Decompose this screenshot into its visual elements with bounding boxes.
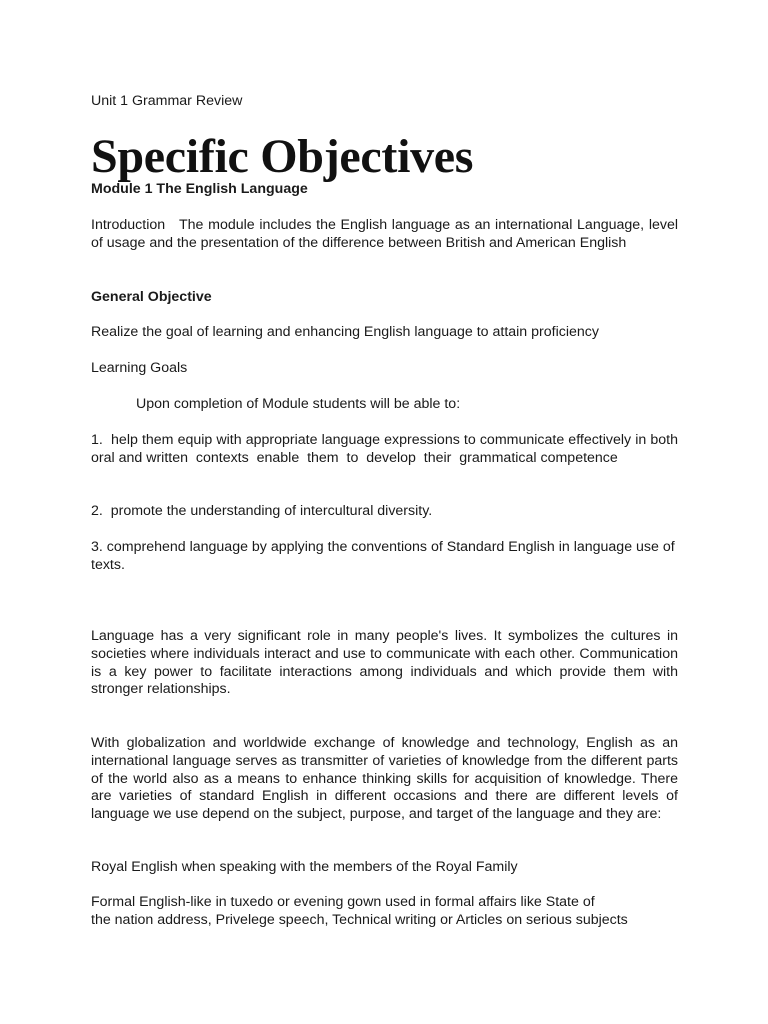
learning-goal-item: 2. promote the understanding of intercultural diversity.	[91, 503, 433, 519]
general-objective-heading: General Objective	[91, 289, 212, 305]
page-title: Specific Objectives	[91, 130, 474, 183]
introduction-paragraph: Introduction The module includes the English language as an international Language, level of usage and the presentation of the difference between British and American English	[91, 217, 682, 251]
body-paragraph: With globalization and worldwide exchange of knowledge and technology, English as an international language serves as transmitter of varieties of knowledge from the different parts of the world also as a means to enhance thinking skills for acquisition of knowledge. There are varieties of standard English in different occasions and there are different levels of language we use depend on the subject, purpose, and target of the language and they are:	[91, 735, 678, 823]
unit-title: Unit 1 Grammar Review	[91, 93, 243, 109]
learning-goal-item: 1. help them equip with appropriate language expressions to communicate effectively in both oral and written contexts enable them to develop their grammatical competence	[91, 432, 682, 466]
royal-english-item: Royal English when speaking with the members of the Royal Family	[91, 859, 518, 875]
learning-goals-intro: Upon completion of Module students will be able to:	[136, 396, 461, 412]
general-objective-text: Realize the goal of learning and enhancing English language to attain proficiency	[91, 324, 599, 340]
formal-english-line: the nation address, Privelege speech, Technical writing or Articles on serious subjects	[91, 911, 628, 928]
module-title: Module 1 The English Language	[91, 181, 308, 197]
formal-english-line: Formal English-like in tuxedo or evening gown used in formal affairs like State of	[91, 894, 595, 910]
formal-english-item	[91, 894, 678, 930]
learning-goal-item: 3. comprehend language by applying the conventions of Standard English in language use of texts.	[91, 539, 675, 573]
body-paragraph: Language has a very significant role in many people's lives. It symbolizes the cultures in societies where individuals interact and use to communicate with each other. Communication is a key power to facilitate interactions among individuals and which provide them with stronger relationships.	[91, 628, 678, 698]
learning-goals-heading: Learning Goals	[91, 360, 188, 376]
